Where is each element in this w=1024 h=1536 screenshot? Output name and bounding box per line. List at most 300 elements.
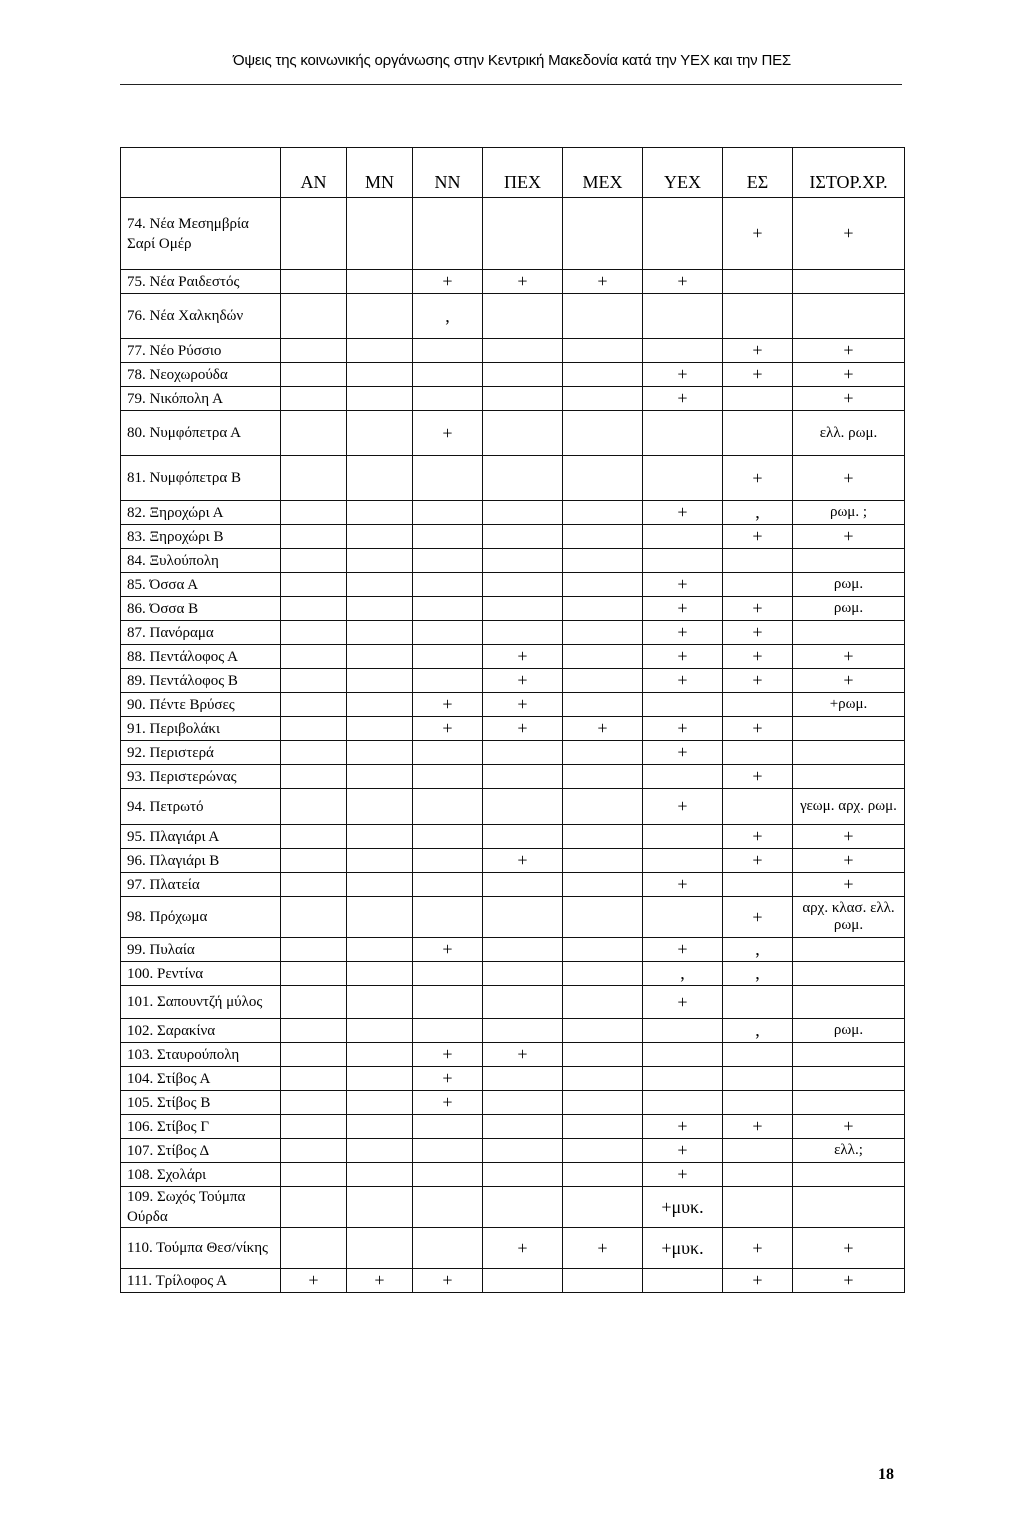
site-name-cell: 98. Πρόχωμα bbox=[121, 897, 281, 938]
period-cell bbox=[563, 1187, 643, 1228]
column-header-yex: ΥΕΧ bbox=[643, 148, 723, 198]
site-name-cell: 99. Πυλαία bbox=[121, 938, 281, 962]
period-cell bbox=[563, 693, 643, 717]
table-row bbox=[121, 693, 905, 717]
period-cell bbox=[281, 765, 347, 789]
period-cell: + bbox=[483, 1043, 563, 1067]
table-row bbox=[121, 1067, 905, 1091]
period-cell: + bbox=[723, 717, 793, 741]
period-cell bbox=[563, 849, 643, 873]
period-cell bbox=[413, 456, 483, 501]
period-cell: + bbox=[483, 270, 563, 294]
period-cell bbox=[483, 198, 563, 270]
period-cell: + bbox=[413, 1043, 483, 1067]
period-cell bbox=[347, 765, 413, 789]
period-cell bbox=[347, 1043, 413, 1067]
site-name-cell: 110. Τούμπα Θεσ/νίκης bbox=[121, 1228, 281, 1269]
period-cell: +ρωμ. bbox=[793, 693, 905, 717]
period-cell bbox=[483, 456, 563, 501]
period-cell bbox=[483, 1115, 563, 1139]
site-name-cell: 80. Νυμφόπετρα Α bbox=[121, 411, 281, 456]
period-cell bbox=[413, 621, 483, 645]
period-cell: + bbox=[643, 741, 723, 765]
period-cell bbox=[643, 765, 723, 789]
period-cell bbox=[643, 1043, 723, 1067]
period-cell bbox=[723, 549, 793, 573]
site-name-cell: 94. Πετρωτό bbox=[121, 789, 281, 825]
period-cell: + bbox=[643, 789, 723, 825]
period-cell: ελλ. ρωμ. bbox=[793, 411, 905, 456]
period-cell bbox=[563, 741, 643, 765]
period-cell bbox=[413, 573, 483, 597]
table-row bbox=[121, 573, 905, 597]
site-name-cell: 75. Νέα Ραιδεστός bbox=[121, 270, 281, 294]
period-cell: + bbox=[643, 645, 723, 669]
period-cell bbox=[563, 897, 643, 938]
period-cell: , bbox=[723, 501, 793, 525]
period-cell bbox=[563, 645, 643, 669]
period-cell bbox=[643, 339, 723, 363]
period-cell bbox=[347, 873, 413, 897]
table-row bbox=[121, 1019, 905, 1043]
period-cell bbox=[413, 549, 483, 573]
period-cell: + bbox=[723, 525, 793, 549]
period-cell bbox=[281, 525, 347, 549]
site-name-cell: 81. Νυμφόπετρα Β bbox=[121, 456, 281, 501]
period-cell bbox=[723, 387, 793, 411]
header-row bbox=[121, 148, 905, 198]
period-cell: + bbox=[723, 1115, 793, 1139]
period-cell bbox=[793, 294, 905, 339]
period-cell: , bbox=[723, 938, 793, 962]
table-row bbox=[121, 501, 905, 525]
site-name-cell: 107. Στίβος Δ bbox=[121, 1139, 281, 1163]
period-cell: + bbox=[413, 693, 483, 717]
period-cell bbox=[347, 1115, 413, 1139]
table-row bbox=[121, 962, 905, 986]
site-name-cell: 76. Νέα Χαλκηδών bbox=[121, 294, 281, 339]
period-cell bbox=[347, 669, 413, 693]
period-cell bbox=[281, 270, 347, 294]
table-row bbox=[121, 1187, 905, 1228]
period-cell bbox=[281, 849, 347, 873]
period-cell bbox=[281, 897, 347, 938]
period-cell: + bbox=[793, 339, 905, 363]
table-row bbox=[121, 270, 905, 294]
column-header-an: ΑΝ bbox=[281, 148, 347, 198]
period-cell: + bbox=[643, 873, 723, 897]
corner-cell bbox=[121, 148, 281, 198]
period-cell bbox=[563, 549, 643, 573]
period-cell bbox=[563, 938, 643, 962]
table-row bbox=[121, 765, 905, 789]
period-cell bbox=[563, 962, 643, 986]
period-cell bbox=[793, 741, 905, 765]
period-cell bbox=[483, 986, 563, 1019]
period-cell: + bbox=[643, 938, 723, 962]
period-cell bbox=[347, 962, 413, 986]
period-cell bbox=[563, 621, 643, 645]
period-cell bbox=[793, 1187, 905, 1228]
period-cell bbox=[347, 1019, 413, 1043]
period-cell bbox=[563, 986, 643, 1019]
period-cell bbox=[347, 1163, 413, 1187]
period-cell bbox=[347, 938, 413, 962]
table-row bbox=[121, 1228, 905, 1269]
period-cell: + bbox=[793, 1228, 905, 1269]
period-cell bbox=[563, 825, 643, 849]
period-cell bbox=[347, 986, 413, 1019]
page-number: 18 bbox=[878, 1466, 894, 1483]
period-cell bbox=[643, 525, 723, 549]
site-name-cell: 109. Σωχός Τούμπα Ούρδα bbox=[121, 1187, 281, 1228]
period-cell: + bbox=[413, 411, 483, 456]
period-cell: + bbox=[793, 525, 905, 549]
period-cell bbox=[347, 339, 413, 363]
period-cell: + bbox=[413, 1091, 483, 1115]
table-row bbox=[121, 363, 905, 387]
period-cell bbox=[483, 1269, 563, 1293]
period-cell bbox=[483, 1091, 563, 1115]
site-name-cell: 83. Ξηροχώρι Β bbox=[121, 525, 281, 549]
column-header-nn: ΝΝ bbox=[413, 148, 483, 198]
period-cell: +μυκ. bbox=[643, 1187, 723, 1228]
site-name-cell: 91. Περιβολάκι bbox=[121, 717, 281, 741]
period-cell bbox=[413, 873, 483, 897]
period-cell bbox=[281, 741, 347, 765]
period-cell bbox=[347, 741, 413, 765]
table-row bbox=[121, 1091, 905, 1115]
period-cell: + bbox=[563, 717, 643, 741]
table-row bbox=[121, 597, 905, 621]
period-cell bbox=[281, 339, 347, 363]
table-row bbox=[121, 1043, 905, 1067]
period-cell bbox=[563, 363, 643, 387]
period-cell: + bbox=[483, 693, 563, 717]
period-cell bbox=[413, 525, 483, 549]
period-cell bbox=[281, 621, 347, 645]
period-cell bbox=[563, 411, 643, 456]
table-row bbox=[121, 621, 905, 645]
period-cell bbox=[413, 849, 483, 873]
period-cell: + bbox=[793, 198, 905, 270]
period-cell: + bbox=[793, 1115, 905, 1139]
period-cell: + bbox=[723, 669, 793, 693]
period-cell bbox=[563, 669, 643, 693]
table-row bbox=[121, 411, 905, 456]
period-cell bbox=[793, 765, 905, 789]
site-name-cell: 74. Νέα Μεσημβρία Σαρί Ομέρ bbox=[121, 198, 281, 270]
period-cell bbox=[347, 411, 413, 456]
period-cell bbox=[723, 693, 793, 717]
period-cell bbox=[413, 363, 483, 387]
period-cell: + bbox=[793, 456, 905, 501]
period-cell bbox=[347, 525, 413, 549]
site-name-cell: 95. Πλαγιάρι Α bbox=[121, 825, 281, 849]
period-cell bbox=[413, 645, 483, 669]
period-cell: ρωμ. bbox=[793, 597, 905, 621]
period-cell: + bbox=[723, 897, 793, 938]
period-cell bbox=[483, 741, 563, 765]
period-cell: + bbox=[643, 669, 723, 693]
period-cell bbox=[723, 986, 793, 1019]
period-cell: + bbox=[413, 938, 483, 962]
period-cell bbox=[347, 717, 413, 741]
period-cell bbox=[563, 1163, 643, 1187]
period-cell bbox=[281, 1163, 347, 1187]
table-row bbox=[121, 825, 905, 849]
site-name-cell: 102. Σαρακίνα bbox=[121, 1019, 281, 1043]
period-cell bbox=[723, 1067, 793, 1091]
site-name-cell: 105. Στίβος Β bbox=[121, 1091, 281, 1115]
period-cell: ρωμ. ; bbox=[793, 501, 905, 525]
site-name-cell: 93. Περιστερώνας bbox=[121, 765, 281, 789]
period-cell bbox=[347, 198, 413, 270]
period-cell bbox=[723, 294, 793, 339]
period-cell bbox=[281, 789, 347, 825]
period-cell bbox=[483, 1139, 563, 1163]
period-cell bbox=[413, 765, 483, 789]
table-row bbox=[121, 938, 905, 962]
period-cell: + bbox=[723, 849, 793, 873]
period-cell bbox=[643, 549, 723, 573]
table-row bbox=[121, 1115, 905, 1139]
period-cell bbox=[563, 1019, 643, 1043]
table-row bbox=[121, 717, 905, 741]
period-cell bbox=[793, 938, 905, 962]
period-cell bbox=[347, 693, 413, 717]
period-cell bbox=[793, 986, 905, 1019]
site-name-cell: 89. Πεντάλοφος Β bbox=[121, 669, 281, 693]
period-cell bbox=[483, 873, 563, 897]
period-cell bbox=[413, 986, 483, 1019]
table-row bbox=[121, 873, 905, 897]
period-cell bbox=[281, 573, 347, 597]
period-cell bbox=[347, 825, 413, 849]
period-cell: + bbox=[723, 1269, 793, 1293]
period-cell bbox=[281, 1139, 347, 1163]
period-cell bbox=[643, 456, 723, 501]
table-row bbox=[121, 456, 905, 501]
period-cell: + bbox=[483, 1228, 563, 1269]
period-cell: + bbox=[643, 1115, 723, 1139]
table-row bbox=[121, 1139, 905, 1163]
period-cell bbox=[281, 962, 347, 986]
period-cell bbox=[281, 717, 347, 741]
period-cell bbox=[413, 1139, 483, 1163]
period-cell bbox=[347, 597, 413, 621]
period-cell bbox=[413, 897, 483, 938]
period-cell: + bbox=[483, 717, 563, 741]
period-cell: + bbox=[793, 387, 905, 411]
column-header-pex: ΠΕΧ bbox=[483, 148, 563, 198]
period-cell bbox=[281, 693, 347, 717]
period-cell bbox=[483, 938, 563, 962]
period-cell bbox=[483, 825, 563, 849]
period-cell bbox=[793, 1067, 905, 1091]
period-cell: + bbox=[793, 849, 905, 873]
period-cell bbox=[347, 1187, 413, 1228]
site-name-cell: 97. Πλατεία bbox=[121, 873, 281, 897]
site-name-cell: 108. Σχολάρι bbox=[121, 1163, 281, 1187]
period-cell bbox=[483, 1067, 563, 1091]
period-cell bbox=[793, 962, 905, 986]
period-cell bbox=[483, 549, 563, 573]
column-header-istor: ΙΣΤΟΡ.ΧΡ. bbox=[793, 148, 905, 198]
site-name-cell: 100. Ρεντίνα bbox=[121, 962, 281, 986]
period-cell bbox=[347, 363, 413, 387]
period-cell: + bbox=[723, 198, 793, 270]
period-cell bbox=[347, 1067, 413, 1091]
period-cell bbox=[563, 873, 643, 897]
period-cell bbox=[413, 387, 483, 411]
period-cell: + bbox=[643, 1139, 723, 1163]
period-cell bbox=[413, 1115, 483, 1139]
period-cell bbox=[413, 741, 483, 765]
period-cell: + bbox=[483, 849, 563, 873]
period-cell bbox=[483, 789, 563, 825]
period-cell: ρωμ. bbox=[793, 573, 905, 597]
table-row bbox=[121, 789, 905, 825]
period-cell bbox=[347, 849, 413, 873]
site-name-cell: 96. Πλαγιάρι Β bbox=[121, 849, 281, 873]
period-cell bbox=[723, 411, 793, 456]
period-cell bbox=[563, 1269, 643, 1293]
period-cell: , bbox=[723, 1019, 793, 1043]
period-cell bbox=[281, 825, 347, 849]
period-cell bbox=[563, 198, 643, 270]
period-cell bbox=[643, 411, 723, 456]
period-cell bbox=[413, 597, 483, 621]
period-cell bbox=[483, 897, 563, 938]
period-cell bbox=[483, 1019, 563, 1043]
period-cell: + bbox=[483, 645, 563, 669]
table-row bbox=[121, 849, 905, 873]
table-row bbox=[121, 741, 905, 765]
period-cell: + bbox=[563, 270, 643, 294]
running-header: Όψεις της κοινωνικής οργάνωσης στην Κεντρική Μακεδονία κατά την ΥΕΧ και την ΠΕΣ bbox=[233, 52, 791, 69]
period-cell bbox=[483, 363, 563, 387]
period-cell: + bbox=[723, 339, 793, 363]
period-cell bbox=[643, 198, 723, 270]
period-cell: + bbox=[723, 621, 793, 645]
table-row bbox=[121, 339, 905, 363]
period-cell: + bbox=[643, 986, 723, 1019]
period-cell bbox=[413, 1187, 483, 1228]
period-cell bbox=[793, 1163, 905, 1187]
period-cell bbox=[347, 294, 413, 339]
period-cell bbox=[563, 294, 643, 339]
period-cell bbox=[643, 693, 723, 717]
period-cell bbox=[723, 1187, 793, 1228]
period-cell: αρχ. κλασ. ελλ. ρωμ. bbox=[793, 897, 905, 938]
site-name-cell: 103. Σταυρούπολη bbox=[121, 1043, 281, 1067]
period-cell bbox=[483, 501, 563, 525]
period-cell bbox=[413, 789, 483, 825]
period-cell bbox=[281, 938, 347, 962]
table-body bbox=[121, 198, 905, 1293]
period-cell bbox=[281, 1067, 347, 1091]
period-cell bbox=[793, 549, 905, 573]
period-cell bbox=[563, 525, 643, 549]
period-cell: + bbox=[793, 1269, 905, 1293]
period-cell bbox=[483, 1163, 563, 1187]
period-cell bbox=[723, 873, 793, 897]
site-name-cell: 79. Νικόπολη Α bbox=[121, 387, 281, 411]
period-cell: , bbox=[723, 962, 793, 986]
period-cell bbox=[643, 294, 723, 339]
period-cell bbox=[281, 294, 347, 339]
period-cell bbox=[347, 501, 413, 525]
period-cell bbox=[563, 1115, 643, 1139]
period-cell: + bbox=[723, 765, 793, 789]
period-cell bbox=[563, 765, 643, 789]
period-cell bbox=[723, 1091, 793, 1115]
period-cell: + bbox=[483, 669, 563, 693]
period-cell: + bbox=[413, 1269, 483, 1293]
period-cell bbox=[281, 198, 347, 270]
period-cell bbox=[563, 1043, 643, 1067]
period-cell: + bbox=[643, 387, 723, 411]
period-cell bbox=[347, 1091, 413, 1115]
site-name-cell: 88. Πεντάλοφος Α bbox=[121, 645, 281, 669]
period-cell bbox=[643, 1019, 723, 1043]
period-cell bbox=[483, 597, 563, 621]
period-cell bbox=[483, 294, 563, 339]
period-cell bbox=[563, 339, 643, 363]
site-name-cell: 92. Περιστερά bbox=[121, 741, 281, 765]
site-name-cell: 85. Όσσα Α bbox=[121, 573, 281, 597]
period-cell bbox=[413, 669, 483, 693]
site-name-cell: 111. Τρίλοφος Α bbox=[121, 1269, 281, 1293]
period-cell bbox=[413, 339, 483, 363]
period-cell bbox=[563, 789, 643, 825]
period-cell bbox=[413, 962, 483, 986]
period-cell bbox=[281, 1091, 347, 1115]
period-cell: + bbox=[723, 1228, 793, 1269]
period-cell: + bbox=[643, 363, 723, 387]
table-row bbox=[121, 986, 905, 1019]
period-cell bbox=[347, 549, 413, 573]
period-cell bbox=[563, 501, 643, 525]
period-cell bbox=[793, 1043, 905, 1067]
period-cell bbox=[563, 456, 643, 501]
period-cell bbox=[563, 597, 643, 621]
period-cell: + bbox=[793, 825, 905, 849]
period-cell bbox=[413, 198, 483, 270]
period-cell bbox=[723, 270, 793, 294]
period-cell bbox=[347, 1139, 413, 1163]
site-name-cell: 104. Στίβος Α bbox=[121, 1067, 281, 1091]
site-name-cell: 78. Νεοχωρούδα bbox=[121, 363, 281, 387]
period-cell bbox=[483, 411, 563, 456]
period-cell bbox=[281, 501, 347, 525]
period-cell bbox=[723, 573, 793, 597]
period-cell: + bbox=[413, 717, 483, 741]
period-cell: + bbox=[643, 597, 723, 621]
period-cell bbox=[281, 1043, 347, 1067]
column-header-mn: ΜΝ bbox=[347, 148, 413, 198]
period-cell bbox=[347, 645, 413, 669]
period-cell bbox=[723, 741, 793, 765]
site-name-cell: 90. Πέντε Βρύσες bbox=[121, 693, 281, 717]
period-cell bbox=[793, 717, 905, 741]
period-cell: ελλ.; bbox=[793, 1139, 905, 1163]
period-cell: + bbox=[723, 597, 793, 621]
table-row bbox=[121, 294, 905, 339]
period-cell bbox=[643, 825, 723, 849]
period-cell: + bbox=[793, 669, 905, 693]
